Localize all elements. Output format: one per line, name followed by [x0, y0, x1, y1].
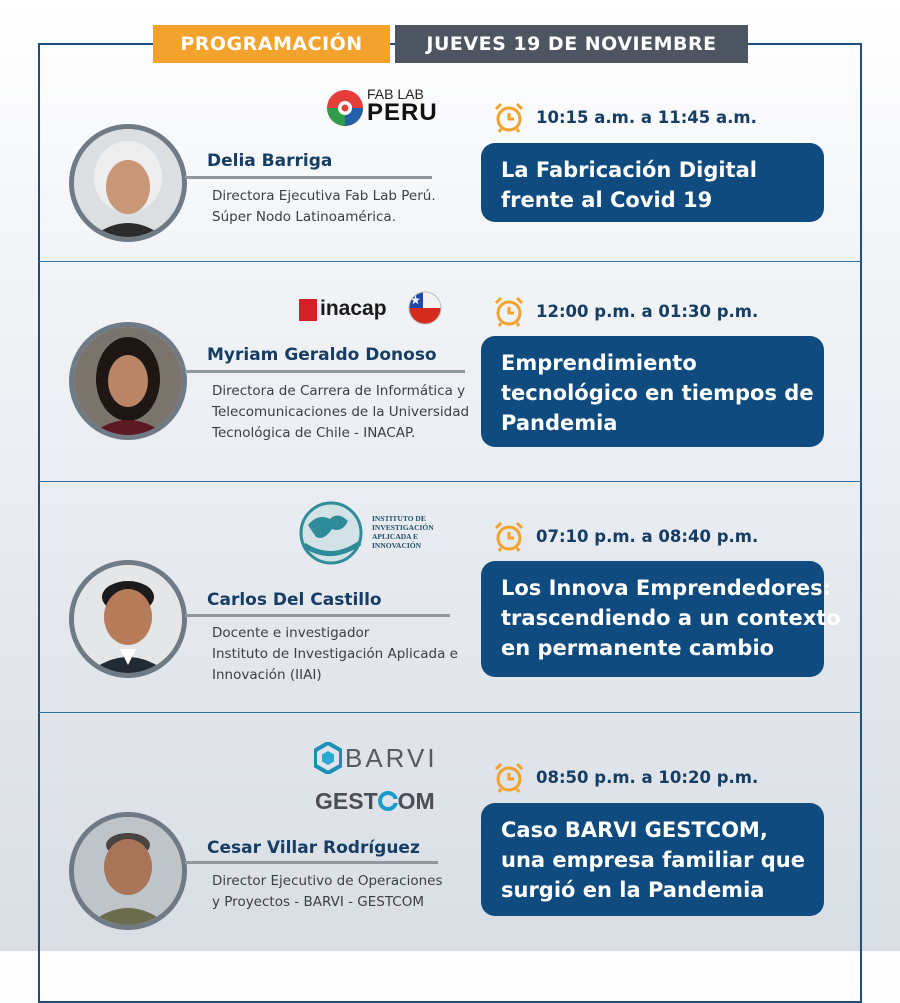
inacap-mark [299, 299, 317, 321]
date-tag: JUEVES 19 DE NOVIEMBRE [395, 25, 748, 63]
session-time: 10:15 a.m. a 11:45 a.m. [536, 108, 757, 127]
inacap-text: inacap [320, 297, 387, 320]
barvi-logo [314, 741, 439, 775]
name-underline [185, 370, 465, 373]
talk-title-line: tecnológico en tiempos de [501, 381, 814, 405]
speaker-photo [69, 124, 187, 242]
speaker-name: Carlos Del Castillo [207, 590, 382, 610]
speaker-role [212, 871, 443, 913]
role-line: y Proyectos - BARVI - GESTCOM [212, 894, 424, 910]
talk-title-line: Emprendimiento [501, 351, 697, 375]
role-line: Innovación (IIAI) [212, 667, 322, 683]
speaker-name: Cesar Villar Rodríguez [207, 838, 420, 858]
speaker-photo [69, 560, 187, 678]
speaker-name: Delia Barriga [207, 151, 333, 171]
iiai-line: INNOVACIÓN [372, 541, 422, 550]
talk-title-line: surgió en la Pandemia [501, 878, 765, 902]
talk-title-line: una empresa familiar que [501, 848, 805, 872]
chile-flag-icon [408, 291, 442, 325]
gestcom-text-start: GEST [315, 788, 378, 814]
role-line: Director Ejecutivo de Operaciones [212, 873, 443, 889]
speaker-photo [69, 812, 187, 930]
alarm-clock-icon [493, 761, 525, 793]
talk-title-box [481, 803, 824, 916]
programacion-tag: PROGRAMACIÓN [153, 25, 390, 63]
speaker-photo [69, 322, 187, 440]
iiai-line: APLICADA E [372, 532, 419, 541]
gestcom-text-end: OM [397, 788, 435, 814]
talk-title-box [481, 143, 824, 222]
role-line: Súper Nodo Latinoamérica. [212, 209, 396, 225]
talk-title-line: Pandemia [501, 411, 618, 435]
name-underline [185, 861, 438, 864]
section-divider [38, 261, 862, 262]
speaker-role [212, 186, 436, 228]
talk-title-line: trascendiendo a un contexto [501, 606, 841, 630]
alarm-clock-icon [493, 295, 525, 327]
speaker-role [212, 381, 469, 444]
talk-title-line: Caso BARVI GESTCOM, [501, 818, 768, 842]
iiai-line: INVESTIGACIÓN [372, 523, 434, 532]
gestcom-c-icon [378, 791, 398, 811]
talk-title-line: Los Innova Emprendedores: [501, 576, 831, 600]
session-time: 08:50 p.m. a 10:20 p.m. [536, 768, 759, 787]
talk-title-box [481, 561, 841, 677]
iiai-text [372, 514, 434, 550]
section-divider [38, 712, 862, 713]
gestcom-logo [315, 788, 440, 816]
talk-title-line: frente al Covid 19 [501, 188, 713, 212]
fablab-line1: FAB LAB [367, 86, 424, 102]
name-underline [185, 176, 432, 179]
fablab-line2: PERU [367, 99, 438, 126]
role-line: Instituto de Investigación Aplicada e [212, 646, 458, 662]
talk-title-line: La Fabricación Digital [501, 158, 757, 182]
speaker-name: Myriam Geraldo Donoso [207, 345, 437, 365]
name-underline [185, 614, 450, 617]
role-line: Docente e investigador [212, 625, 370, 641]
talk-title-box [481, 336, 824, 447]
inacap-logo [299, 297, 399, 323]
session-time: 07:10 p.m. a 08:40 p.m. [536, 527, 759, 546]
alarm-clock-icon [493, 520, 525, 552]
barvi-text: BARVI [345, 743, 438, 773]
talk-title-line: en permanente cambio [501, 636, 775, 660]
speaker-role [212, 623, 458, 686]
iiai-line: INSTITUTO DE [372, 514, 426, 523]
role-line: Tecnológica de Chile - INACAP. [212, 425, 416, 441]
alarm-clock-icon [493, 101, 525, 133]
role-line: Directora de Carrera de Informática y [212, 383, 466, 399]
iiai-logo [294, 499, 444, 567]
fablab-peru-logo [323, 86, 437, 130]
role-line: Directora Ejecutiva Fab Lab Perú. [212, 188, 436, 204]
section-divider [38, 481, 862, 482]
role-line: Telecomunicaciones de la Universidad [212, 404, 470, 420]
session-time: 12:00 p.m. a 01:30 p.m. [536, 302, 759, 321]
